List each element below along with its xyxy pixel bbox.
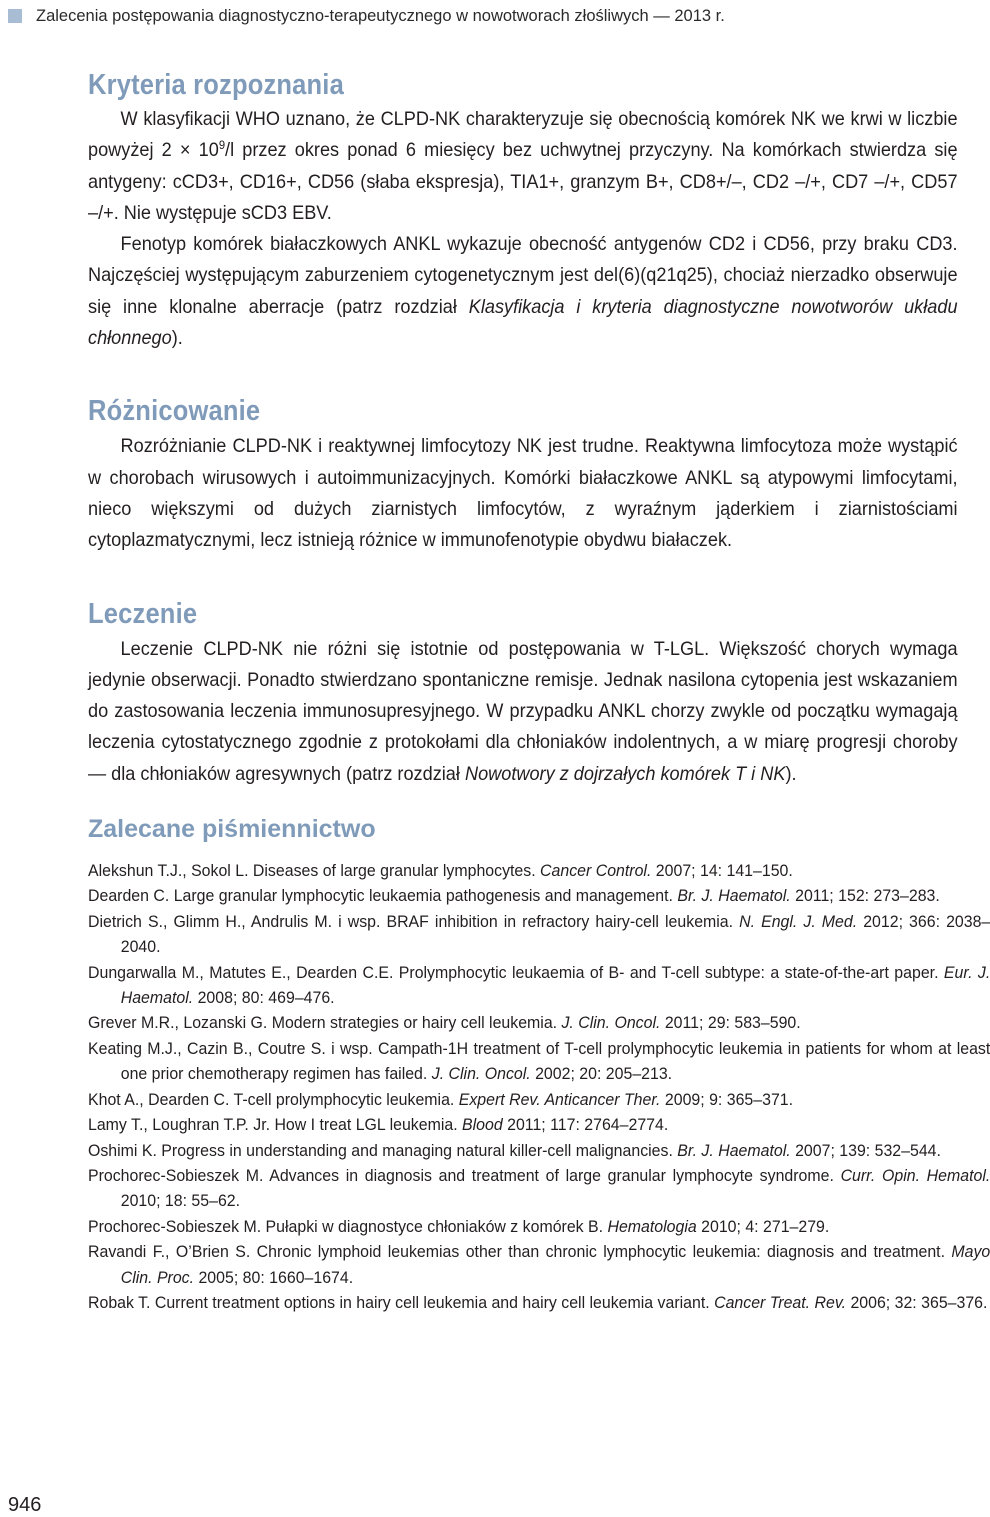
running-header-text: Zalecenia postępowania diagnostyczno-terapeutycznego w nowotworach złośliwych — 2013 r. <box>36 6 725 25</box>
reference-item: Grever M.R., Lozanski G. Modern strategies or hairy cell leukemia. J. Clin. Oncol. 2011; 29: 583–590. <box>88 1013 801 1033</box>
reference-item: Dungarwalla M., Matutes E., Dearden C.E. Prolymphocytic leukaemia of B- and T-cell subtype: a state-of-the-art paper. Eur. J. Haematol. 2008; 80: 469–476. <box>88 962 990 1008</box>
reference-item: Ravandi F., O’Brien S. Chronic lymphoid leukemias other than chronic lymphocytic leukemia: diagnosis and treatment. Mayo Clin. Proc. 2005; 80: 1660–1674. <box>88 1242 990 1287</box>
references-title: Zalecane piśmiennictwo <box>88 815 376 844</box>
running-header <box>8 4 948 28</box>
header-marker-square <box>8 9 22 23</box>
reference-item: Prochorec-Sobieszek M. Advances in diagnosis and treatment of large granular lymphocyte syndrome. Curr. Opin. Hematol. 2010; 18: 55–62. <box>88 1165 990 1211</box>
page-number: 946 <box>8 1494 42 1516</box>
reference-item: Keating M.J., Cazin B., Coutre S. i wsp. Campath-1H treatment of T-cell prolymphocytic leukemia in patients for whom at least one prior chemotherapy regimen has failed. J. Clin. Oncol. 2002; 20: 205–213. <box>88 1038 990 1084</box>
reference-list <box>88 858 990 1315</box>
paragraph-diagnostic-criteria-1: W klasyfikacji WHO uznano, że CLPD-NK charakteryzuje się obecnością komórek NK we krwi w liczbie powyżej $2 \times 10^9/l$ przez okres ponad 6 miesięcy bez uchwytnej przyczyny. Na komórkach stwierdza się antygeny: cCD3+, CD16+, CD56 (słaba ekspresja), TIA1+, granzym B+, CD8+/–, CD2 –/+, CD7 –/+, CD57 –/+. Nie występuje sCD3 EBV. <box>88 108 958 224</box>
section-title-treatment: Leczenie <box>88 597 198 630</box>
article-body <box>88 66 990 1315</box>
reference-item: Robak T. Current treatment options in hairy cell leukemia and hairy cell leukemia variant. Cancer Treat. Rev. 2006; 32: 365–376. <box>88 1292 988 1312</box>
reference-item: Prochorec-Sobieszek M. Pułapki w diagnostyce chłoniaków z komórek B. Hematologia 2010; 4: 271–279. <box>88 1216 830 1236</box>
reference-item: Alekshun T.J., Sokol L. Diseases of large granular lymphocytes. Cancer Control. 2007; 14: 141–150. <box>88 861 793 881</box>
reference-item: Dearden C. Large granular lymphocytic leukaemia pathogenesis and management. Br. J. Haematol. 2011; 152: 273–283. <box>88 886 940 906</box>
section-title-differentiation: Różnicowanie <box>88 395 261 428</box>
reference-item: Oshimi K. Progress in understanding and managing natural killer-cell malignancies. Br. J. Haematol. 2007; 139: 532–544. <box>88 1140 941 1160</box>
reference-item: Lamy T., Loughran T.P. Jr. How I treat LGL leukemia. Blood 2011; 117: 2764–2774. <box>88 1115 669 1135</box>
paragraph-differentiation: Rozróżnianie CLPD-NK i reaktywnej limfocytozy NK jest trudne. Reaktywna limfocytoza może wystąpić w chorobach wirusowych i autoimmunizacyjnych. Komórki białaczkowe ANKL są atypowymi limfocytami, nieco większymi od dużych ziarnistych limfocytów, z wyraźnym jąderkiem i ziarnistościami cytoplazmatycznymi, lecz istnieją różnice w immunofenotypie obydwu białaczek. <box>88 435 958 552</box>
paragraph-treatment: Leczenie CLPD-NK nie różni się istotnie od postępowania w T-LGL. Większość chorych wymaga jedynie obserwacji. Ponadto stwierdzano spontaniczne remisje. Jednak nasilona cytopenia jest wskazaniem do zastosowania leczenia immunosupresyjnego. W przypadku ANKL chorzy zwykle od początku wymagają leczenia cytostatycznego zgodnie z protokołami dla chłoniaków indolentnych, a w miarę progresji choroby — dla chłoniaków agresywnych (patrz rozdział Nowotwory z dojrzałych komórek T i NK). <box>88 637 958 785</box>
paragraph-diagnostic-criteria-2: Fenotyp komórek białaczkowych ANKL wykazuje obecność antygenów CD2 i CD56, przy braku CD3. Najczęściej występującym zaburzeniem cytogenetycznym jest del(6)(q21q25), chociaż nierzadko obserwuje się inne klonalne aberracje (patrz rozdział Klasyfikacja i kryteria diagnostyczne nowotworów układu chłonnego). <box>88 233 958 350</box>
reference-item: Khot A., Dearden C. T-cell prolymphocytic leukemia. Expert Rev. Anticancer Ther. 2009; 9: 365–371. <box>88 1089 794 1109</box>
reference-item: Dietrich S., Glimm H., Andrulis M. i wsp. BRAF inhibition in refractory hairy-cell leukemia. N. Engl. J. Med. 2012; 366: 2038–2040. <box>88 911 990 957</box>
section-title-diagnostic-criteria: Kryteria rozpoznania <box>88 69 344 101</box>
